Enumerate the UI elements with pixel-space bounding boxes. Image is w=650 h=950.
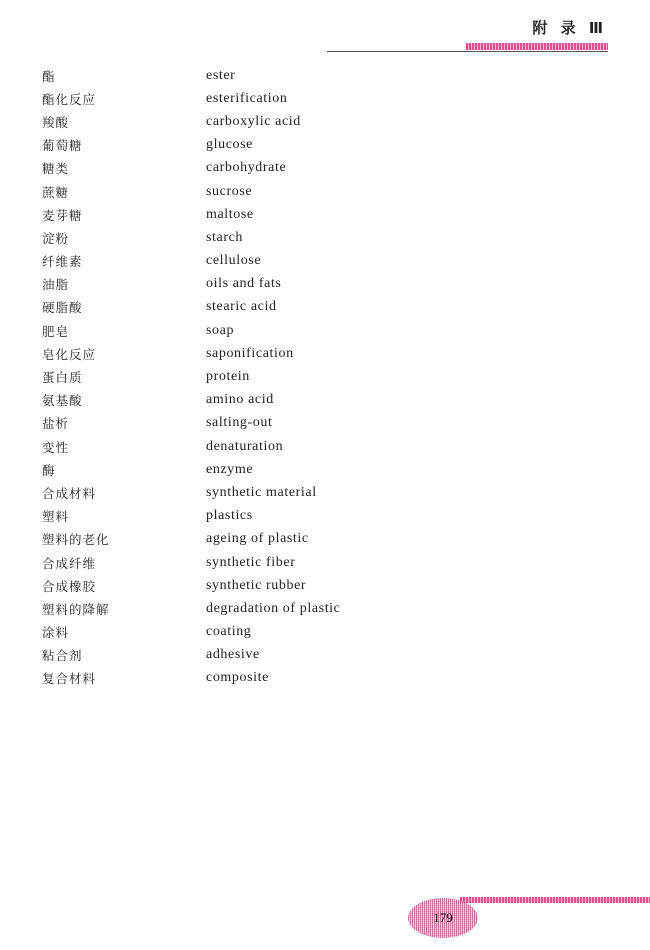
term-english: enzyme: [206, 461, 254, 477]
glossary-row: [42, 505, 442, 528]
term-english: soap: [206, 322, 235, 338]
glossary-row: [42, 644, 442, 667]
glossary-row: [42, 667, 442, 690]
glossary-row: [42, 528, 442, 551]
glossary-row: [42, 365, 442, 388]
glossary-row: [42, 481, 442, 504]
footer-decorative-stripe: [460, 897, 650, 903]
glossary-row: [42, 157, 442, 180]
term-english: saponification: [206, 345, 294, 361]
term-english: adhesive: [206, 647, 260, 663]
term-english: coating: [206, 624, 252, 640]
glossary-row: [42, 319, 442, 342]
glossary-row: [42, 342, 442, 365]
term-english: stearic acid: [206, 299, 277, 315]
appendix-title: 附 录 Ⅲ: [532, 19, 607, 37]
term-chinese: 复合材料: [42, 671, 97, 687]
glossary-row: [42, 203, 442, 226]
header-rule: [327, 51, 608, 52]
term-english: esterification: [206, 90, 288, 106]
term-chinese: 糖类: [42, 161, 70, 177]
glossary-row: [42, 597, 442, 620]
glossary-table: [42, 64, 442, 690]
page-number-badge: [408, 898, 478, 938]
term-chinese: 塑料的老化: [42, 532, 110, 548]
term-english: carboxylic acid: [206, 113, 301, 129]
term-chinese: 酶: [42, 462, 56, 478]
term-chinese: 粘合剂: [42, 648, 83, 664]
term-english: glucose: [206, 137, 253, 153]
term-english: degradation of plastic: [206, 600, 341, 616]
term-english: ester: [206, 67, 236, 83]
term-chinese: 蛋白质: [42, 370, 83, 386]
glossary-row: [42, 574, 442, 597]
glossary-row: [42, 87, 442, 110]
term-english: sucrose: [206, 183, 253, 199]
term-chinese: 蔗糖: [42, 184, 70, 200]
term-chinese: 氨基酸: [42, 393, 83, 409]
term-chinese: 肥皂: [42, 323, 70, 339]
glossary-row: [42, 551, 442, 574]
term-english: denaturation: [206, 438, 284, 454]
glossary-row: [42, 64, 442, 87]
glossary-row: [42, 458, 442, 481]
term-chinese: 涂料: [42, 625, 70, 641]
term-chinese: 油脂: [42, 277, 70, 293]
glossary-row: [42, 621, 442, 644]
term-chinese: 塑料的降解: [42, 601, 110, 617]
glossary-row: [42, 134, 442, 157]
term-english: starch: [206, 229, 244, 245]
glossary-row: [42, 250, 442, 273]
glossary-row: [42, 226, 442, 249]
glossary-row: [42, 180, 442, 203]
term-chinese: 酯化反应: [42, 91, 97, 107]
term-english: cellulose: [206, 253, 262, 269]
term-chinese: 变性: [42, 439, 70, 455]
term-chinese: 淀粉: [42, 230, 70, 246]
term-chinese: 酯: [42, 68, 56, 84]
term-chinese: 合成纤维: [42, 555, 97, 571]
term-english: maltose: [206, 206, 254, 222]
term-chinese: 皂化反应: [42, 346, 97, 362]
term-chinese: 麦芽糖: [42, 207, 83, 223]
term-chinese: 合成材料: [42, 485, 97, 501]
term-chinese: 合成橡胶: [42, 578, 97, 594]
term-english: plastics: [206, 508, 253, 524]
term-english: composite: [206, 670, 269, 686]
term-chinese: 盐析: [42, 416, 70, 432]
term-english: oils and fats: [206, 276, 282, 292]
glossary-row: [42, 412, 442, 435]
term-english: protein: [206, 369, 250, 385]
term-english: salting-out: [206, 415, 273, 431]
term-chinese: 硬脂酸: [42, 300, 83, 316]
term-english: synthetic rubber: [206, 577, 307, 593]
glossary-row: [42, 435, 442, 458]
term-chinese: 葡萄糖: [42, 138, 83, 154]
term-english: synthetic material: [206, 484, 317, 500]
term-chinese: 纤维素: [42, 254, 83, 270]
page-number: 179: [433, 910, 453, 925]
header-decorative-stripe: [466, 43, 608, 50]
term-english: carbohydrate: [206, 160, 287, 176]
term-english: synthetic fiber: [206, 554, 296, 570]
term-english: amino acid: [206, 392, 274, 408]
term-english: ageing of plastic: [206, 531, 309, 547]
glossary-row: [42, 296, 442, 319]
glossary-row: [42, 389, 442, 412]
term-chinese: 塑料: [42, 509, 70, 525]
glossary-row: [42, 110, 442, 133]
glossary-row: [42, 273, 442, 296]
term-chinese: 羧酸: [42, 114, 70, 130]
